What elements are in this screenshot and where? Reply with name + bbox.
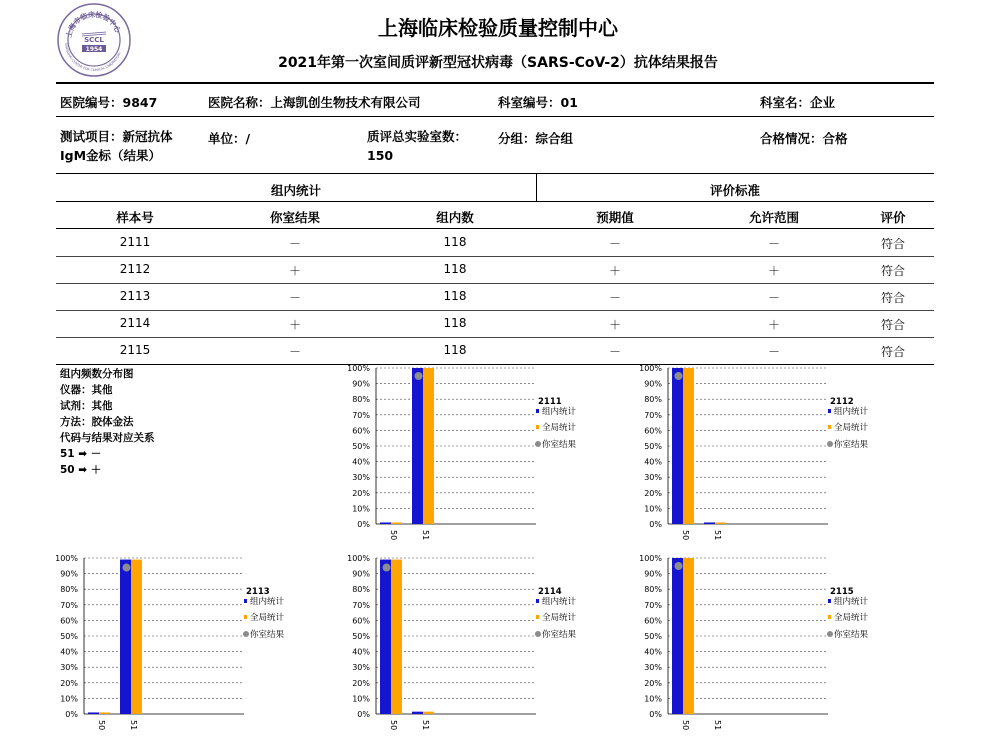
legend-yours-label: 你室结果 [542,440,577,450]
cell-range: － [767,345,780,359]
cell-your-result: － [288,291,301,305]
cell-eval: 符合 [880,345,905,359]
y-tick-label: 70% [644,410,662,420]
y-tick-label: 90% [352,569,370,579]
y-tick-label: 70% [352,410,370,420]
y-tick-label: 30% [60,663,78,673]
row-divider [56,256,934,257]
cell-expected: － [608,345,621,359]
chart-title: 2112 [830,397,854,407]
cell-sample: 2113 [119,289,151,303]
legend-all-label: 全局统计 [250,613,285,623]
legend-group-label: 组内统计 [250,597,285,607]
legend-group-swatch [536,599,539,603]
y-tick-label: 10% [352,694,370,704]
cell-sample: 2112 [119,262,151,276]
row-divider [56,310,934,311]
y-tick-label: 60% [352,616,370,626]
y-tick-label: 40% [60,647,78,657]
legend-yours-swatch [827,441,833,447]
bar-group-51 [120,560,131,714]
bar-all-50 [683,368,694,524]
method: 方法：胶体金法 [60,416,134,428]
cell-your-result: ＋ [288,318,301,332]
legend-group-swatch [828,599,831,603]
your-result-marker [123,564,131,572]
y-tick-label: 30% [644,663,662,673]
legend-group-label: 组内统计 [834,407,869,417]
y-tick-label: 70% [352,600,370,610]
y-tick-label: 70% [60,600,78,610]
col-eval: 评价 [880,210,906,225]
cell-range: － [767,291,780,305]
cell-eval: 符合 [880,318,905,332]
legend-yours-swatch [535,631,541,637]
bar-group-51 [412,368,423,524]
distribution-info [60,366,155,478]
cell-range: ＋ [767,318,780,332]
cell-group-count: 118 [443,343,467,357]
y-tick-label: 90% [352,379,370,389]
cell-range: ＋ [767,264,780,278]
y-tick-label: 60% [60,616,78,626]
x-tick-label: 51 [713,530,722,541]
y-tick-label: 90% [644,569,662,579]
x-tick-label: 50 [97,720,106,731]
cell-expected: ＋ [608,318,621,332]
logo-mid-text: SCCL [84,36,104,44]
y-tick-label: 30% [352,473,370,483]
legend-all-swatch [828,425,831,429]
y-tick-label: 0% [357,710,370,719]
page-title: 上海临床检验质量控制中心 [378,16,618,40]
x-tick-label: 51 [713,720,722,731]
mapping-title: 代码与结果对应关系 [60,432,155,444]
y-tick-label: 20% [352,488,370,498]
x-tick-label: 50 [681,720,690,731]
y-tick-label: 20% [644,488,662,498]
cell-sample: 2111 [119,235,151,249]
legend-all-swatch [536,425,539,429]
legend-all-label: 全局统计 [542,613,577,623]
your-result-marker [675,562,683,570]
hospital-no: 医院编号：9847 [60,95,158,110]
bar-all-50 [99,712,110,714]
y-tick-label: 40% [352,647,370,657]
y-tick-label: 100% [639,364,662,373]
y-tick-label: 100% [347,364,370,373]
legend-group-swatch [828,409,831,413]
y-tick-label: 40% [352,457,370,467]
pass-status: 合格情况：合格 [760,131,848,146]
cell-sample: 2114 [119,316,151,330]
dept-name: 科室名：企业 [760,95,836,110]
y-tick-label: 20% [60,678,78,688]
bar-group-50 [672,368,683,524]
legend-group-label: 组内统计 [542,407,577,417]
test-item: 测试项目：新冠抗体IgM金标（结果） [60,129,173,163]
legend-group-swatch [536,409,539,413]
legend-all-swatch [536,615,539,619]
bar-all-50 [391,522,402,524]
mapping-51: 51 ➡ － [60,448,102,460]
your-result-marker [675,372,683,380]
group-stats-header: 组内统计 [270,183,321,198]
divider [56,228,934,229]
hospital-name: 医院名称：上海凯创生物技术有限公司 [208,95,421,110]
distribution-title: 组内频数分布图 [60,368,134,380]
chart-title: 2113 [246,587,270,597]
y-tick-label: 50% [60,632,78,641]
bar-group-51 [412,712,423,714]
instrument: 仪器：其他 [60,384,113,396]
cell-sample: 2115 [119,343,151,357]
col-expected: 预期值 [596,210,634,225]
col-sample: 样本号 [116,210,154,225]
chart-2115 [632,552,902,732]
x-tick-label: 50 [389,720,398,731]
cell-group-count: 118 [443,262,467,276]
y-tick-label: 70% [644,600,662,610]
reagent: 试剂：其他 [60,400,113,412]
bar-all-51 [715,522,726,524]
y-tick-label: 80% [352,585,370,595]
bar-group-51 [704,522,715,524]
cell-group-count: 118 [443,316,467,330]
cell-expected: ＋ [608,264,621,278]
bar-all-51 [423,368,434,524]
row-divider [56,283,934,284]
legend-all-label: 全局统计 [542,423,577,433]
legend-yours-swatch [827,631,833,637]
bar-group-50 [380,560,391,714]
cell-eval: 符合 [880,291,905,305]
y-tick-label: 60% [352,426,370,436]
cell-eval: 符合 [880,237,905,251]
y-tick-label: 80% [352,395,370,405]
legend-yours-label: 你室结果 [834,630,869,640]
cell-your-result: － [288,237,301,251]
bar-all-51 [423,712,434,714]
legend-all-swatch [244,615,247,619]
col-range: 允许范围 [748,210,799,225]
cell-expected: － [608,237,621,251]
group: 分组：综合组 [498,131,574,146]
bar-all-50 [683,558,694,714]
cell-expected: － [608,291,621,305]
bar-group-50 [380,522,391,524]
y-tick-label: 60% [644,616,662,626]
x-tick-label: 50 [681,530,690,541]
y-tick-label: 20% [644,678,662,688]
cell-your-result: ＋ [288,264,301,278]
col-your-result: 你室结果 [269,210,320,225]
y-tick-label: 100% [639,554,662,563]
divider [56,201,934,202]
logo-top-text: 上海市临床检验中心 [64,10,122,39]
y-tick-label: 10% [352,504,370,514]
cell-range: － [767,237,780,251]
y-tick-label: 90% [60,569,78,579]
chart-title: 2111 [538,397,562,407]
y-tick-label: 100% [347,554,370,563]
y-tick-label: 20% [352,678,370,688]
row-divider [56,337,934,338]
y-tick-label: 60% [644,426,662,436]
mapping-50: 50 ➡ ＋ [60,464,102,476]
chart-title: 2115 [830,587,854,597]
divider [56,116,934,117]
y-tick-label: 0% [649,710,662,719]
y-tick-label: 40% [644,647,662,657]
logo-year: 1954 [85,46,103,53]
y-tick-label: 80% [644,395,662,405]
legend-group-swatch [244,599,247,603]
legend-group-label: 组内统计 [834,597,869,607]
legend-yours-swatch [243,631,249,637]
divider [56,82,934,84]
chart-2112 [632,362,902,542]
legend-all-label: 全局统计 [834,613,869,623]
y-tick-label: 10% [60,694,78,704]
x-tick-label: 51 [421,720,430,731]
y-tick-label: 50% [644,442,662,451]
eval-header: 评价标准 [709,183,760,198]
legend-yours-label: 你室结果 [542,630,577,640]
y-tick-label: 50% [352,442,370,451]
y-tick-label: 100% [55,554,78,563]
col-group-count: 组内数 [436,210,474,225]
your-result-marker [415,372,423,380]
page-subtitle: 2021年第一次室间质评新型冠状病毒（SARS-CoV-2）抗体结果报告 [278,55,718,71]
x-tick-label: 51 [421,530,430,541]
lab-count: 质评总实验室数：150 [367,129,468,163]
cell-group-count: 118 [443,289,467,303]
y-tick-label: 0% [65,710,78,719]
y-tick-label: 80% [644,585,662,595]
y-tick-label: 50% [644,632,662,641]
y-tick-label: 50% [352,632,370,641]
chart-2113 [48,552,318,732]
y-tick-label: 10% [644,504,662,514]
y-tick-label: 80% [60,585,78,595]
your-result-marker [383,564,391,572]
legend-yours-swatch [535,441,541,447]
legend-yours-label: 你室结果 [250,630,285,640]
chart-title: 2114 [538,587,562,597]
y-tick-label: 0% [357,520,370,529]
x-tick-label: 51 [129,720,138,731]
legend-all-label: 全局统计 [834,423,869,433]
y-tick-label: 90% [644,379,662,389]
legend-yours-label: 你室结果 [834,440,869,450]
y-tick-label: 40% [644,457,662,467]
x-tick-label: 50 [389,530,398,541]
chart-2114 [340,552,610,732]
y-tick-label: 10% [644,694,662,704]
y-tick-label: 30% [644,473,662,483]
bar-group-50 [672,558,683,714]
y-tick-label: 30% [352,663,370,673]
cell-group-count: 118 [443,235,467,249]
y-tick-label: 0% [649,520,662,529]
bar-all-50 [391,560,402,714]
cell-your-result: － [288,345,301,359]
logo-bottom-text: SHANGHAI CENTER FOR CLINICAL LABORATORY [63,42,122,73]
legend-group-label: 组内统计 [542,597,577,607]
bar-group-50 [88,712,99,714]
dept-no: 科室编号：01 [498,95,578,110]
cell-eval: 符合 [880,264,905,278]
unit: 单位：/ [208,131,251,146]
legend-all-swatch [828,615,831,619]
bar-all-51 [131,560,142,714]
chart-2111 [340,362,610,542]
divider [56,173,934,174]
